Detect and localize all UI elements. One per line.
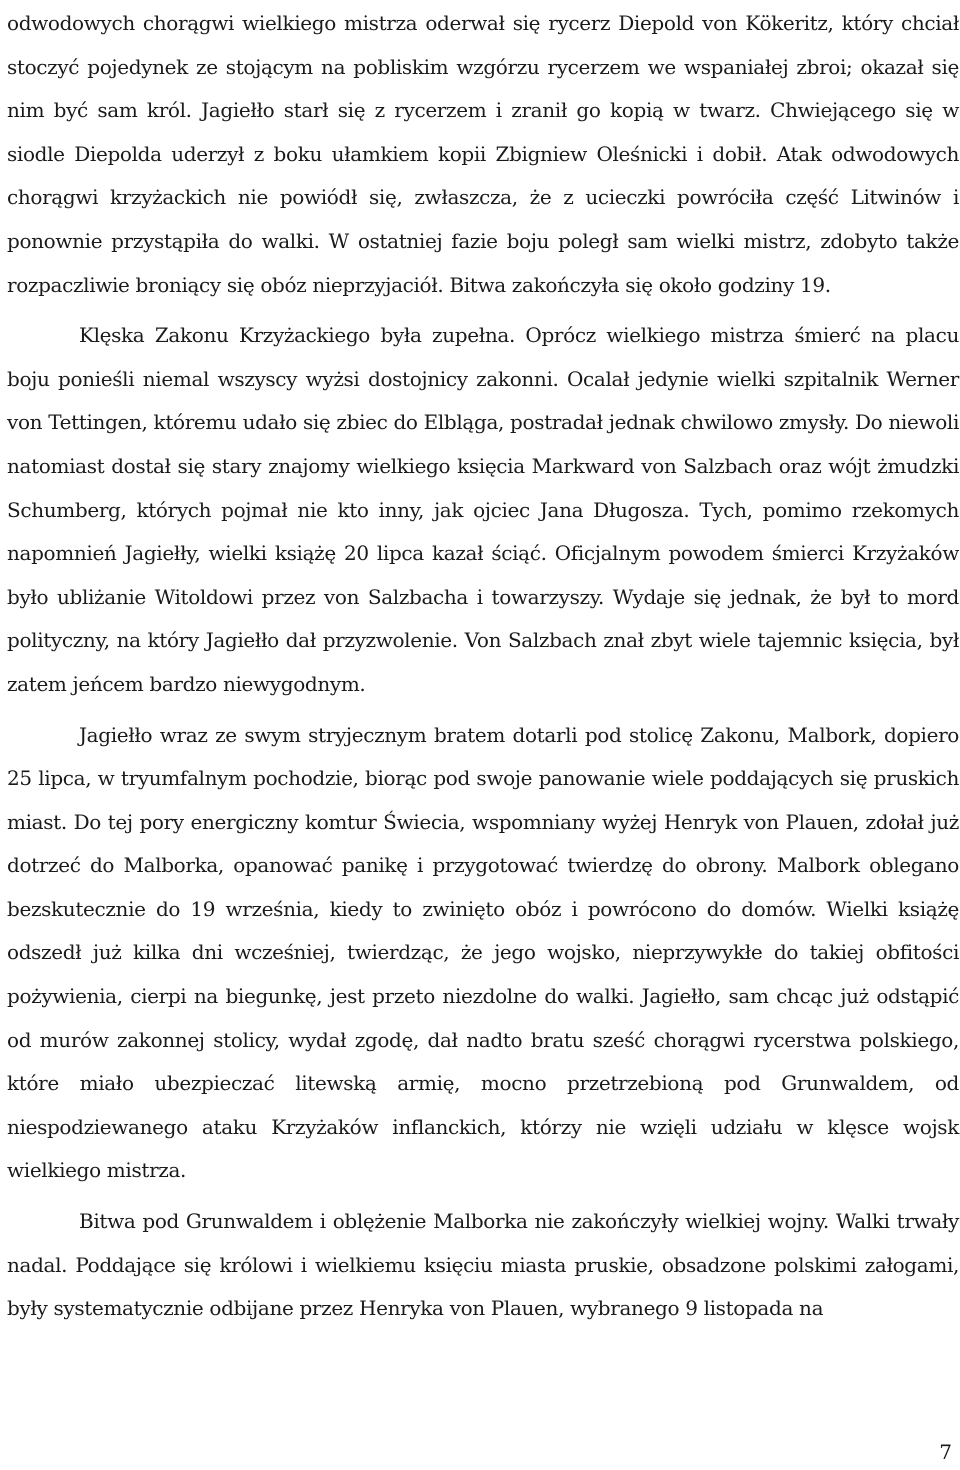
paragraph: Klęska Zakonu Krzyżackiego była zupełna. Oprócz wielkiego mistrza śmierć na placu boju ponieśli niemal wszyscy wyżsi dostojnicy zakonni. Ocalał jedynie wielki szpitalnik Werner von Tettingen, któremu udało się zbiec do Elbląga, postradał jednak chwilowo zmysły. Do niewoli natomiast dostał się stary znajomy wielkiego księcia Markward von Salzbach oraz wójt żmudzki Schumberg, których pojmał nie kto inny, jak ojciec Jana Długosza. Tych, pomimo rzekomych napomnień Jagiełły, wielki książę 20 lipca kazał ściąć. Oficjalnym powodem śmierci Krzyżaków było ubliżanie Witoldowi przez von Salzbacha i towarzyszy. Wydaje się jednak, że był to mord polityczny, na który Jagiełło dał przyzwolenie. Von Salzbach znał zbyt wiele tajemnic księcia, był zatem jeńcem bardzo niewygodnym. xyxy=(7,323,959,696)
body-text xyxy=(7,2,959,1331)
paragraph: odwodowych chorągwi wielkiego mistrza oderwał się rycerz Diepold von Kökeritz, który chciał stoczyć pojedynek ze stojącym na pobliskim wzgórzu rycerzem we wspaniałej zbroi; okazał się nim być sam król. Jagiełło starł się z rycerzem i zranił go kopią w twarz. Chwiejącego się w siodle Diepolda uderzył z boku ułamkiem kopii Zbigniew Oleśnicki i dobił. Atak odwodowych chorągwi krzyżackich nie powiódł się, zwłaszcza, że z ucieczki powróciła część Litwinów i ponownie przystąpiła do walki. W ostatniej fazie boju poległ sam wielki mistrz, zdobyto także rozpaczliwie broniący się obóz nieprzyjaciół. Bitwa zakończyła się około godziny 19. xyxy=(7,11,959,297)
page-number: 7 xyxy=(939,1440,952,1464)
paragraph: Jagiełło wraz ze swym stryjecznym bratem dotarli pod stolicę Zakonu, Malbork, dopiero 25 lipca, w tryumfalnym pochodzie, biorąc pod swoje panowanie wiele poddających się pruskich miast. Do tej pory energiczny komtur Świecia, wspomniany wyżej Henryk von Plauen, zdołał już dotrzeć do Malborka, opanować panikę i przygotować twierdzę do obrony. Malbork oblegano bezskutecznie do 19 września, kiedy to zwinięto obóz i powrócono do domów. Wielki książę odszedł już kilka dni wcześniej, twierdząc, że jego wojsko, nieprzywykłe do takiej obfitości pożywienia, cierpi na biegunkę, jest przeto niezdolne do walki. Jagiełło, sam chcąc już odstąpić od murów zakonnej stolicy, wydał zgodę, dał nadto bratu sześć chorągwi rycerstwa polskiego, które miało ubezpieczać litewską armię, mocno przetrzebioną pod Grunwaldem, od niespodziewanego ataku Krzyżaków inflanckich, którzy nie wzięli udziału w klęsce wojsk wielkiego mistrza. xyxy=(7,722,959,1183)
paragraph: Bitwa pod Grunwaldem i oblężenie Malborka nie zakończyły wielkiej wojny. Walki trwały nadal. Poddające się królowi i wielkiemu księciu miasta pruskie, obsadzone polskimi załogami, były systematycznie odbijane przez Henryka von Plauen, wybranego 9 listopada na xyxy=(7,1209,959,1321)
